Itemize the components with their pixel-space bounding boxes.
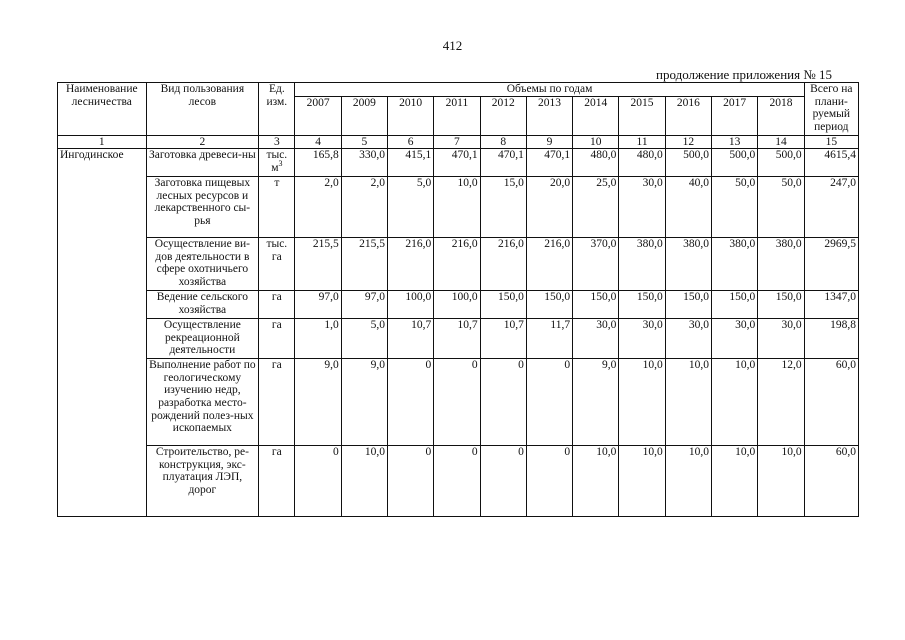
value-cell: 216,0 <box>526 238 572 291</box>
value-cell: 30,0 <box>665 319 711 359</box>
value-cell: 10,7 <box>434 319 480 359</box>
value-cell: 0 <box>388 359 434 446</box>
unit-text: га <box>271 446 282 459</box>
column-number: 10 <box>573 135 619 149</box>
total-cell: 198,8 <box>804 319 858 359</box>
value-cell: 215,5 <box>295 238 341 291</box>
header-row-top <box>58 83 859 97</box>
value-cell: 480,0 <box>573 149 619 177</box>
value-cell: 30,0 <box>758 319 804 359</box>
unit-text: га <box>271 359 282 372</box>
column-number-row <box>58 135 859 149</box>
column-number: 15 <box>804 135 858 149</box>
unit-cell <box>259 238 295 291</box>
table-row <box>58 319 859 359</box>
header-year: 2009 <box>341 96 387 135</box>
column-number: 5 <box>341 135 387 149</box>
total-cell: 2969,5 <box>804 238 858 291</box>
table-row <box>58 149 859 177</box>
activity-cell: Осуществление ви-дов деятельности в сфере охотничьего хозяйства <box>146 238 259 291</box>
header-year: 2007 <box>295 96 341 135</box>
header-year: 2011 <box>434 96 480 135</box>
column-number: 11 <box>619 135 665 149</box>
table-row <box>58 446 859 517</box>
value-cell: 500,0 <box>665 149 711 177</box>
header-year: 2018 <box>758 96 804 135</box>
activity-cell: Выполнение работ по геологическому изучению недр, разработка место-рождений полез-ных ископаемых <box>146 359 259 446</box>
column-number: 3 <box>259 135 295 149</box>
value-cell: 150,0 <box>711 291 757 319</box>
value-cell: 500,0 <box>758 149 804 177</box>
unit-cell <box>259 446 295 517</box>
value-cell: 10,0 <box>341 446 387 517</box>
header-year: 2014 <box>573 96 619 135</box>
value-cell: 10,0 <box>619 359 665 446</box>
value-cell: 97,0 <box>295 291 341 319</box>
value-cell: 20,0 <box>526 177 572 238</box>
value-cell: 1,0 <box>295 319 341 359</box>
activity-cell: Строительство, ре-конструкция, экс-плуатация ЛЭП, дорог <box>146 446 259 517</box>
header-year: 2010 <box>388 96 434 135</box>
table-row <box>58 291 859 319</box>
unit-cell <box>259 359 295 446</box>
value-cell: 150,0 <box>665 291 711 319</box>
value-cell: 0 <box>526 359 572 446</box>
value-cell: 10,7 <box>388 319 434 359</box>
value-cell: 0 <box>388 446 434 517</box>
value-cell: 9,0 <box>341 359 387 446</box>
unit-text: тыс. га <box>266 238 288 263</box>
page-number: 412 <box>442 38 463 53</box>
value-cell: 25,0 <box>573 177 619 238</box>
value-cell: 150,0 <box>573 291 619 319</box>
value-cell: 9,0 <box>295 359 341 446</box>
value-cell: 216,0 <box>480 238 526 291</box>
activity-cell: Заготовка древеси-ны <box>146 149 259 177</box>
value-cell: 30,0 <box>573 319 619 359</box>
value-cell: 370,0 <box>573 238 619 291</box>
header-year: 2013 <box>526 96 572 135</box>
header-use-type: Вид пользования лесов <box>146 83 259 136</box>
value-cell: 5,0 <box>341 319 387 359</box>
unit-cell <box>259 177 295 238</box>
value-cell: 150,0 <box>526 291 572 319</box>
unit-cell <box>259 319 295 359</box>
value-cell: 470,1 <box>480 149 526 177</box>
table-row <box>58 177 859 238</box>
header-volumes-by-year: Объемы по годам <box>295 83 804 97</box>
value-cell: 0 <box>295 446 341 517</box>
table-row <box>58 238 859 291</box>
forestry-name-cell: Ингодинское <box>58 149 147 517</box>
value-cell: 216,0 <box>434 238 480 291</box>
header-year: 2016 <box>665 96 711 135</box>
column-number: 12 <box>665 135 711 149</box>
value-cell: 2,0 <box>295 177 341 238</box>
unit-cell <box>259 291 295 319</box>
value-cell: 470,1 <box>434 149 480 177</box>
column-number: 7 <box>434 135 480 149</box>
value-cell: 0 <box>480 359 526 446</box>
value-cell: 150,0 <box>619 291 665 319</box>
value-cell: 380,0 <box>665 238 711 291</box>
total-cell: 4615,4 <box>804 149 858 177</box>
value-cell: 150,0 <box>758 291 804 319</box>
value-cell: 50,0 <box>758 177 804 238</box>
value-cell: 50,0 <box>711 177 757 238</box>
column-number: 2 <box>146 135 259 149</box>
table-row <box>58 359 859 446</box>
value-cell: 5,0 <box>388 177 434 238</box>
value-cell: 9,0 <box>573 359 619 446</box>
header-year: 2015 <box>619 96 665 135</box>
header-year: 2017 <box>711 96 757 135</box>
value-cell: 10,0 <box>434 177 480 238</box>
value-cell: 15,0 <box>480 177 526 238</box>
column-number: 9 <box>526 135 572 149</box>
unit-text: га <box>271 319 282 332</box>
column-number: 4 <box>295 135 341 149</box>
value-cell: 30,0 <box>711 319 757 359</box>
column-number: 14 <box>758 135 804 149</box>
value-cell: 330,0 <box>341 149 387 177</box>
value-cell: 470,1 <box>526 149 572 177</box>
value-cell: 480,0 <box>619 149 665 177</box>
value-cell: 40,0 <box>665 177 711 238</box>
unit-superscript: 3 <box>278 158 283 168</box>
value-cell: 30,0 <box>619 177 665 238</box>
value-cell: 10,0 <box>573 446 619 517</box>
header-unit: Ед. изм. <box>259 83 295 136</box>
total-cell: 1347,0 <box>804 291 858 319</box>
total-cell: 247,0 <box>804 177 858 238</box>
value-cell: 380,0 <box>711 238 757 291</box>
value-cell: 380,0 <box>758 238 804 291</box>
value-cell: 2,0 <box>341 177 387 238</box>
value-cell: 150,0 <box>480 291 526 319</box>
column-number: 8 <box>480 135 526 149</box>
header-year: 2012 <box>480 96 526 135</box>
activity-cell: Ведение сельского хозяйства <box>146 291 259 319</box>
value-cell: 415,1 <box>388 149 434 177</box>
value-cell: 10,0 <box>758 446 804 517</box>
value-cell: 0 <box>434 446 480 517</box>
header-forestry: Наименование лесничества <box>58 83 147 136</box>
value-cell: 10,0 <box>711 446 757 517</box>
total-cell: 60,0 <box>804 446 858 517</box>
total-cell: 60,0 <box>804 359 858 446</box>
value-cell: 100,0 <box>388 291 434 319</box>
value-cell: 0 <box>434 359 480 446</box>
value-cell: 10,0 <box>665 359 711 446</box>
value-cell: 30,0 <box>619 319 665 359</box>
activity-cell: Осуществление рекреационной деятельности <box>146 319 259 359</box>
continuation-note: продолжение приложения № 15 <box>656 67 832 82</box>
column-number: 13 <box>711 135 757 149</box>
unit-text: тыс. м <box>266 149 288 174</box>
unit-cell <box>259 149 295 177</box>
forest-use-volumes-table <box>57 82 859 517</box>
value-cell: 165,8 <box>295 149 341 177</box>
value-cell: 380,0 <box>619 238 665 291</box>
value-cell: 11,7 <box>526 319 572 359</box>
value-cell: 216,0 <box>388 238 434 291</box>
value-cell: 10,0 <box>619 446 665 517</box>
header-total: Всего на плани-руемый период <box>804 83 858 136</box>
value-cell: 10,0 <box>665 446 711 517</box>
unit-text: га <box>271 291 282 304</box>
value-cell: 97,0 <box>341 291 387 319</box>
value-cell: 100,0 <box>434 291 480 319</box>
column-number: 1 <box>58 135 147 149</box>
activity-cell: Заготовка пищевых лесных ресурсов и лекарственного сы-рья <box>146 177 259 238</box>
value-cell: 10,7 <box>480 319 526 359</box>
unit-text: т <box>274 177 280 190</box>
value-cell: 12,0 <box>758 359 804 446</box>
column-number: 6 <box>388 135 434 149</box>
value-cell: 500,0 <box>711 149 757 177</box>
value-cell: 215,5 <box>341 238 387 291</box>
value-cell: 0 <box>480 446 526 517</box>
value-cell: 0 <box>526 446 572 517</box>
value-cell: 10,0 <box>711 359 757 446</box>
